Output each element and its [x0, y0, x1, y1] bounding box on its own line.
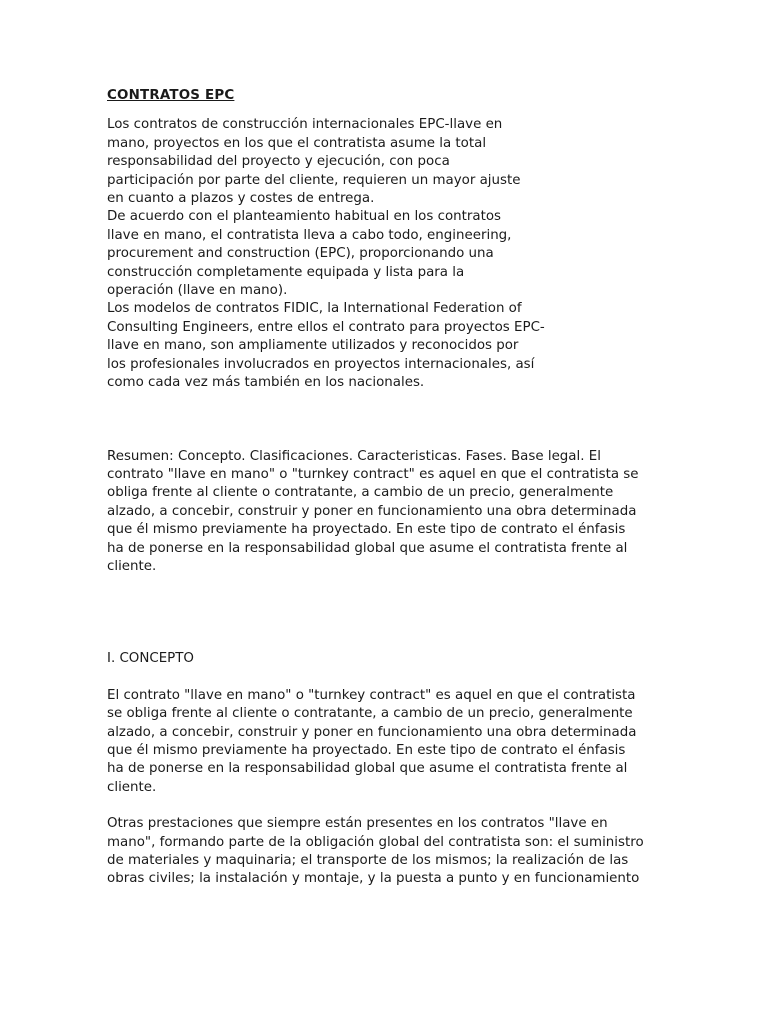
other-paragraph: Otras prestaciones que siempre están presentes en los contratos "llave en mano", formando parte de la obligación global del contratista son: el suministro de materiales y maquinaria; el transporte de los mismos; la realización de las obras civiles; la instalación y montaje, y la puesta a punto y en funcionamiento — [107, 816, 644, 887]
section-heading: I. CONCEPTO — [107, 651, 194, 667]
spacer — [107, 393, 667, 448]
document-page — [107, 87, 667, 889]
spacer — [107, 669, 667, 687]
document-title: CONTRATOS EPC — [107, 88, 235, 103]
concept-paragraph: El contrato "llave en mano" o "turnkey contract" es aquel en que el contratista se obliga frente al cliente o contratante, a cambio de un precio, generalmente alzado, a concebir, construir y poner en funcionamiento una obra determinada que él mismo previamente ha proyectado. En este tipo de contrato el énfasis ha de ponerse en la responsabilidad global que asume el contratista frente al cliente. — [107, 687, 637, 795]
summary-paragraph: Resumen: Concepto. Clasificaciones. Caracteristicas. Fases. Base legal. El contrato "llave en mano" o "turnkey contract" es aquel en que el contratista se obliga frente al cliente o contratante, a cambio de un precio, generalmente alzado, a concebir, construir y poner en funcionamiento una obra determinada que él mismo previamente ha proyectado. En este tipo de contrato el énfasis ha de ponerse en la responsabilidad global que asume el contratista frente al cliente. — [107, 448, 639, 574]
spacer — [107, 797, 667, 815]
spacer — [107, 576, 667, 650]
intro-paragraph: Los contratos de construcción internacionales EPC-llave en mano, proyectos en los que el contratista asume la total responsabilidad del proyecto y ejecución, con poca participación por parte del cliente, requieren un mayor ajuste en cuanto a plazos y costes de entrega. De acuerdo con el planteamiento habitual en los contratos llave en mano, el contratista lleva a cabo todo, engineering, procurement and construction (EPC), proporcionando una construcción completamente equipada y lista para la operación (llave en mano). Los modelos de contratos FIDIC, la International Federation of Consulting Engineers, entre ellos el contrato para proyectos EPC- llave en mano, son ampliamente utilizados y reconocidos por los profesionales involucrados en proyectos internacionales, así como cada vez más también en los nacionales. — [107, 117, 545, 391]
